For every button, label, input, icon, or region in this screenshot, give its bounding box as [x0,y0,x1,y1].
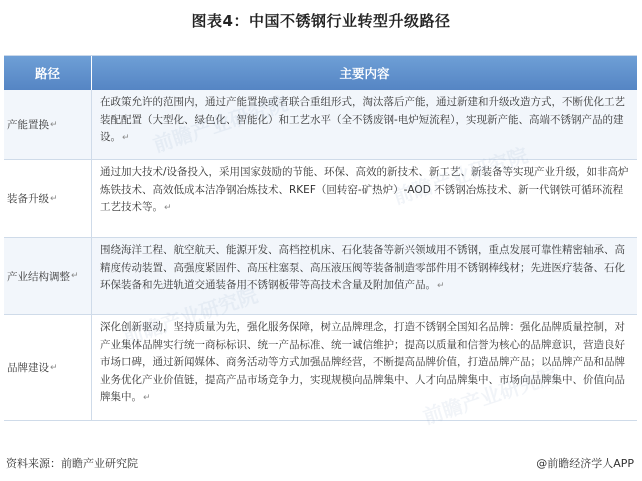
return-mark: ↵ [122,133,130,143]
return-mark: ↵ [50,362,58,373]
row-path: 品牌建设 ↵ [4,315,92,420]
upgrade-path-table [4,55,637,421]
header-path: 路径 [4,56,92,90]
row-path: 产业结构调整 ↵ [4,238,92,314]
header-content: 主要内容 [339,66,390,81]
table-row [4,238,637,315]
row-content: 围绕海洋工程、航空航天、能源开发、高档控机床、石化装备等新兴领域用不锈钢，重点发展可靠性精密轴承、高精度传动装置、高强度紧固件、高压柱塞泵、高压液压阀等装备制造零部件用不锈钢棒线材；先进医疗装备、石化环保装备和先进轨道交通装备用不锈钢板带等高技术含量及附加值产品。↵ [100,244,625,291]
row-content: 深化创新驱动，坚持质量为先，强化服务保障，树立品牌理念，打造不锈钢全国知名品牌：强化品牌质量控制，对产业集体品牌实行统一商标标识、统一产品标准、统一诚信维护；提高以质量和信誉为核心的品牌意识，营造良好市场口碑，通过新闻媒体、商务活动等方式加强品牌经营，不断提高品牌价值，打造品牌产品；以品牌产品和品牌业务优化产业价值链，提高产品市场竞争力，实现规模向品牌集中、人才向品牌集中、市场向品牌集中、价值向品牌集中。↵ [100,321,625,403]
return-mark: ↵ [50,119,58,130]
return-mark: ↵ [164,203,172,213]
figure-title: 图表4：中国不锈钢行业转型升级路径 [191,12,451,30]
return-mark: ↵ [50,193,58,204]
table-header [4,56,637,90]
row-content: 在政策允许的范围内，通过产能置换或者联合重组形式，淘汰落后产能，通过新建和升级改造方式，不断优化工艺装配配置（大型化、绿色化、智能化）和工艺水平（全不锈废钢-电炉短流程），实现新产能、高端不锈钢产品的建设。↵ [100,96,625,143]
table-row [4,160,637,238]
table-row [4,315,637,421]
row-path: 装备升级 ↵ [4,160,92,237]
return-mark: ↵ [71,271,79,281]
return-mark: ↵ [143,393,151,403]
table-row [4,90,637,160]
brand-credit: @前瞻经济学人APP [536,457,634,470]
row-path: 产能置换 ↵ [4,90,92,159]
return-mark: ↵ [437,281,445,291]
source-note: 资料来源：前瞻产业研究院 [6,457,138,470]
row-content: 通过加大技术/设备投入，采用国家鼓励的节能、环保、高效的新技术、新工艺、新装备等实现产业升级，如非高炉炼铁技术、高效低成本洁净钢冶炼技术、RKEF（回转窑-矿热炉）-AOD 不锈钢冶炼技术、新一代钢铁可循环流程工艺技术等。↵ [100,166,629,213]
